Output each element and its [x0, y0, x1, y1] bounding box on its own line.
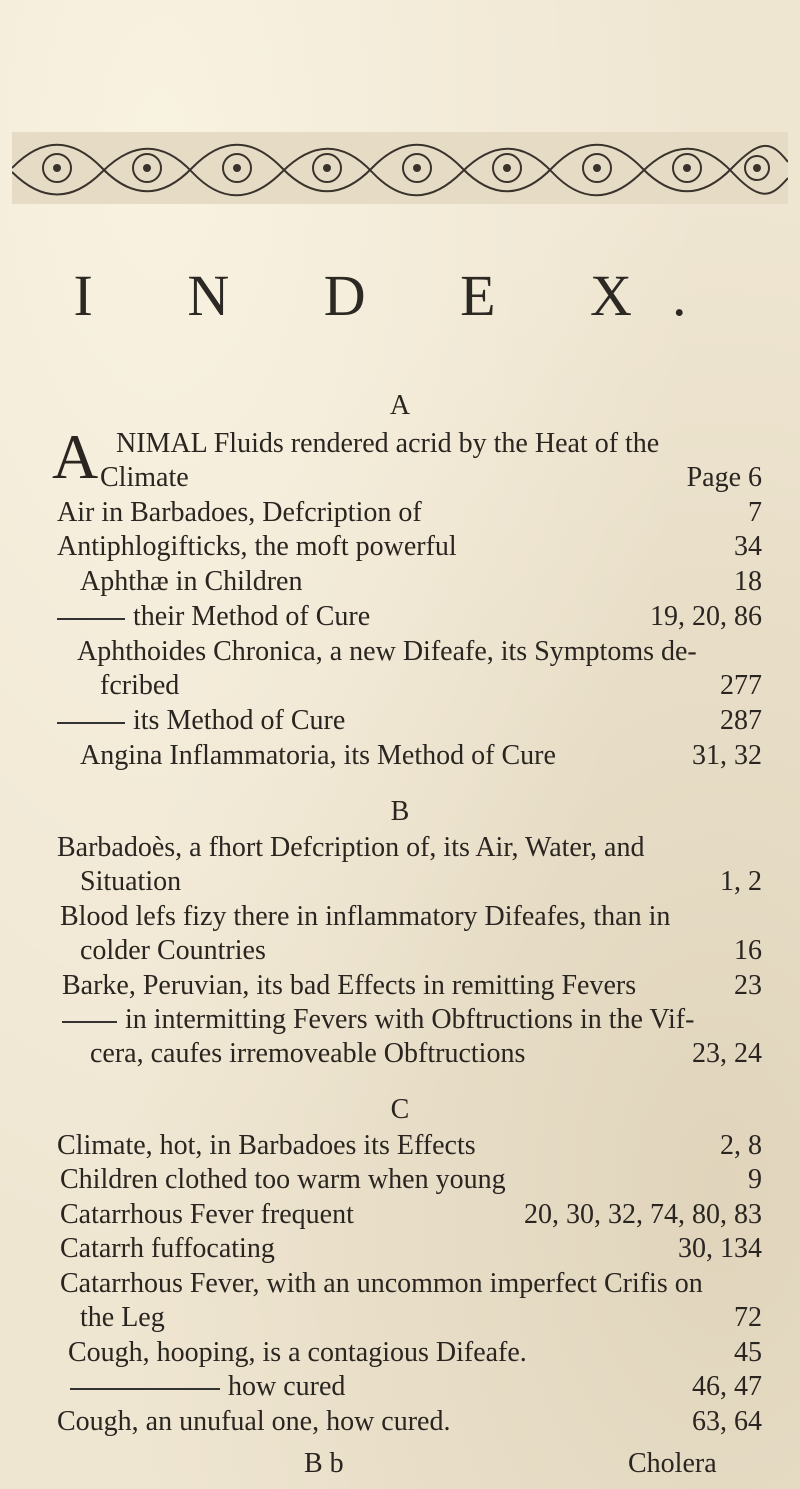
index-entry: in intermitting Fevers with Obftructions in the Vif-: [62, 1004, 762, 1044]
ornamental-header-band: [12, 132, 788, 204]
index-entry: Air in Barbadoes, Defcription of 7: [57, 497, 762, 528]
index-entry: Barke, Peruvian, its bad Effects in remitting Fevers 23: [62, 970, 762, 1001]
signature-mark: B b: [304, 1448, 344, 1479]
drop-cap-a: A: [52, 421, 99, 492]
index-entry: Children clothed too warm when young 9: [60, 1164, 762, 1195]
ditto-dash: [57, 722, 125, 724]
index-entry: Climate, hot, in Barbadoes its Effects 2, 8: [57, 1130, 762, 1161]
section-letter-b: B: [390, 796, 410, 827]
index-entry: Aphthæ in Children 18: [80, 566, 762, 597]
index-entry: NIMAL Fluids rendered acrid by the Heat of the: [116, 428, 660, 459]
index-entry: the Leg 72: [80, 1302, 762, 1333]
index-entry: its Method of Cure 287: [57, 705, 762, 745]
index-entry: how cured 46, 47: [70, 1371, 762, 1411]
index-entry: Blood lefs fizy there in inflammatory Difeafes, than in: [60, 901, 671, 932]
section-letter-c: C: [390, 1094, 410, 1125]
index-entry: Cough, an unufual one, how cured. 63, 64: [57, 1406, 762, 1437]
index-entry: Aphthoides Chronica, a new Difeafe, its Symptoms de-: [77, 636, 697, 667]
ditto-dash: [57, 618, 125, 620]
index-entry: fcribed 277: [100, 670, 762, 701]
index-entry: Situation 1, 2: [80, 866, 762, 897]
ditto-dash: [70, 1388, 220, 1390]
index-entry: Cough, hooping, is a contagious Difeafe. 45: [68, 1337, 762, 1368]
page-title: I N D E X.: [73, 263, 727, 328]
ditto-dash: [62, 1021, 117, 1023]
index-entry: Antiphlogifticks, the moft powerful 34: [57, 531, 762, 562]
index-entry: their Method of Cure 19, 20, 86: [57, 601, 762, 641]
index-entry: Catarrh fuffocating 30, 134: [60, 1233, 762, 1264]
catchword: Cholera: [628, 1448, 717, 1479]
index-entry: Catarrhous Fever frequent 20, 30, 32, 74, 80, 83: [60, 1199, 762, 1230]
index-entry: Angina Inflammatoria, its Method of Cure 31, 32: [80, 740, 762, 771]
index-entry: colder Countries 16: [80, 935, 762, 966]
index-entry: Catarrhous Fever, with an uncommon imperfect Crifis on: [60, 1268, 703, 1299]
section-letter-a: A: [389, 390, 411, 421]
index-entry: Climate Page 6: [100, 462, 762, 493]
index-entry: Barbadoès, a fhort Defcription of, its Air, Water, and: [57, 832, 645, 863]
index-entry: cera, caufes irremoveable Obftructions 23, 24: [90, 1038, 762, 1069]
